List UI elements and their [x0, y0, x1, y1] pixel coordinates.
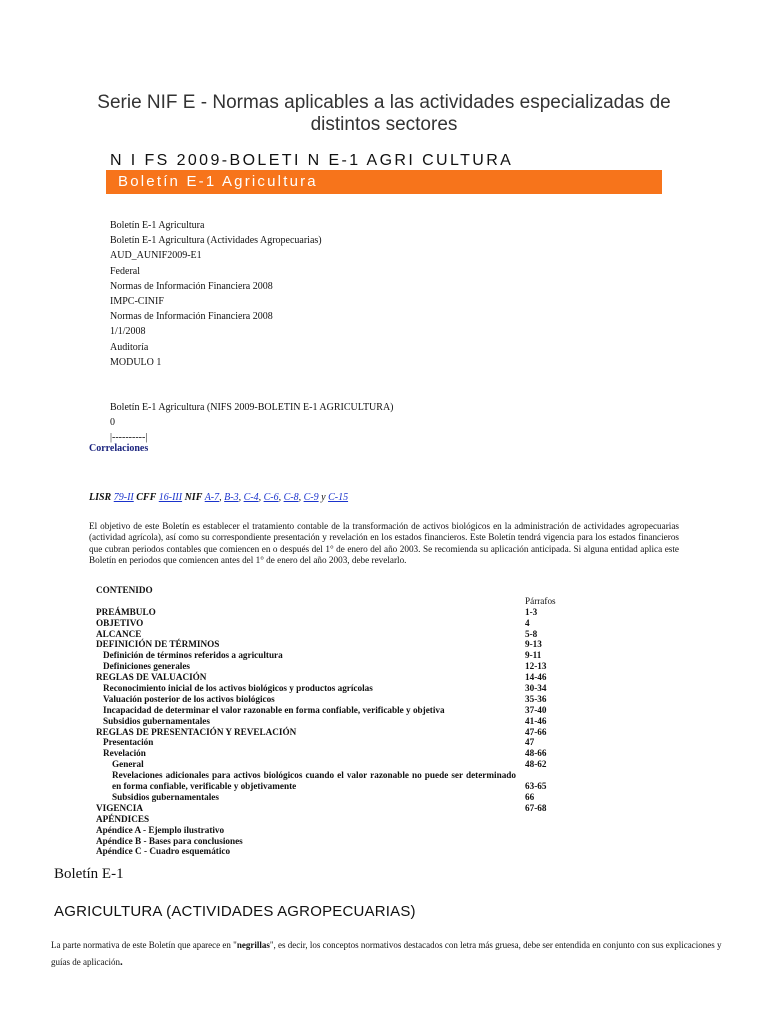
toc-row: [96, 639, 542, 650]
toc-row-paragraphs: 1-3: [525, 606, 538, 617]
toc-row-label: APÉNDICES: [96, 813, 150, 824]
toc-row: [96, 759, 547, 770]
toc-row: [96, 802, 547, 814]
toc-row-paragraphs: 30-34: [525, 683, 547, 694]
toc-row-paragraphs: 9-13: [525, 639, 542, 650]
footer-end: .: [119, 956, 123, 968]
meta-line: MODULO 1: [110, 356, 162, 368]
toc-row-paragraphs: 41-46: [525, 715, 547, 726]
toc-row-label: PREÁMBULO: [96, 606, 156, 617]
nif-link-c9[interactable]: C-9: [303, 492, 319, 503]
toc-row-label: Reconocimiento inicial de los activos biológicos y productos agrícolas: [103, 683, 373, 694]
meta2-line: |----------|: [110, 432, 148, 444]
meta-line: Federal: [110, 265, 140, 277]
heading-agricultura: AGRICULTURA (ACTIVIDADES AGROPECUARIAS): [54, 903, 416, 920]
toc-row-paragraphs: 12-13: [525, 661, 547, 672]
toc-row-paragraphs: 48-66: [525, 748, 547, 759]
nif-link-c4[interactable]: C-4: [243, 492, 259, 503]
metadata-list: [110, 218, 322, 370]
footer-paragraph: [51, 937, 731, 971]
toc-row-label: ALCANCE: [96, 628, 142, 639]
toc-row: [96, 825, 536, 836]
toc-row-label: Valuación posterior de los activos biológicos: [103, 693, 275, 704]
meta-line: Normas de Información Financiera 2008: [110, 311, 273, 323]
toc-row-label: Revelación: [103, 748, 146, 759]
toc-row-label: Subsidios gubernamentales: [112, 791, 219, 802]
toc-row-label: Incapacidad de determinar el valor razonable en forma confiable, verificable y objetiva: [103, 704, 445, 715]
toc-rows: [96, 606, 547, 858]
banner-text: Boletín E-1 Agricultura: [118, 173, 318, 190]
nif-link-b3[interactable]: B-3: [224, 492, 239, 503]
toc-row: [96, 770, 547, 792]
meta2-line: 0: [110, 417, 115, 429]
toc-row: [96, 715, 547, 727]
metadata-list-2: [110, 400, 394, 446]
toc-row-paragraphs: 63-65: [525, 781, 547, 792]
toc-row-paragraphs: 66: [525, 791, 535, 802]
title-line-2: distintos sectores: [310, 114, 458, 135]
meta-line: Normas de Información Financiera 2008: [110, 280, 273, 292]
nif-link-a7[interactable]: A-7: [204, 492, 220, 503]
toc-row: [96, 683, 547, 694]
toc-row-label: DEFINICIÓN DE TÉRMINOS: [96, 639, 220, 650]
toc-row: [96, 836, 536, 847]
toc-row-paragraphs: 35-36: [525, 693, 547, 704]
footer-bold: negrillas: [236, 940, 270, 950]
toc-row: [96, 607, 536, 618]
toc-row-label: REGLAS DE VALUACIÓN: [96, 672, 207, 683]
conjunction: y: [321, 492, 326, 503]
lisr-link[interactable]: 79-II: [113, 492, 134, 503]
objetivo-paragraph: El objetivo de este Boletín es establecer el tratamiento contable de la transformación de activos biológicos en la administración de actividades agropecuarias (actividad agrícola), así como su correspondiente presentación y revelación en los estados financieros. Este Boletín tendrá vigencia para los estados financieros que cubran periodos contables que comiencen en o después del 1° de enero del año 2003. Se recomienda su aplicación anticipada. Si alguna entidad aplica este Boletín en periodos que comiencen antes del 1° de enero del año 2003, debe revelarlo.: [89, 521, 679, 566]
toc-row-label: General: [112, 759, 144, 770]
toc-row: [96, 661, 547, 672]
toc-row-label: Presentación: [103, 737, 154, 748]
nif-link-c6[interactable]: C-6: [263, 492, 279, 503]
toc-row: [96, 814, 536, 825]
meta-line: 1/1/2008: [110, 326, 146, 338]
nif-link-c15[interactable]: C-15: [328, 492, 349, 503]
toc-row-paragraphs: 48-62: [525, 759, 547, 770]
toc-row-paragraphs: 37-40: [525, 704, 547, 715]
toc-row-label: Apéndice B - Bases para conclusiones: [96, 835, 243, 846]
section-subtitle: N I FS 2009-BOLETI N E-1 AGRI CULTURA: [110, 152, 514, 169]
nif-label: NIF: [184, 492, 203, 503]
toc-header-parrafos: [96, 595, 556, 607]
toc-row: [96, 650, 542, 661]
toc-row-paragraphs: 47-66: [525, 726, 547, 737]
section-banner: [106, 170, 662, 194]
meta-line: Boletín E-1 Agricultura: [110, 220, 205, 231]
nif-link-c8[interactable]: C-8: [283, 492, 299, 503]
toc-row-paragraphs: 14-46: [525, 672, 547, 683]
toc-row-paragraphs: 5-8: [525, 628, 538, 639]
toc-row: [96, 726, 547, 738]
table-of-contents: [96, 585, 556, 857]
toc-row-label: REGLAS DE PRESENTACIÓN Y REVELACIÓN: [96, 726, 297, 737]
toc-row: [96, 748, 547, 759]
toc-row-label: VIGENCIA: [96, 802, 143, 813]
meta-line: Boletín E-1 Agricultura (Actividades Agropecuarias): [110, 235, 322, 247]
correlaciones-heading: Correlaciones: [89, 443, 149, 454]
toc-row: [96, 629, 536, 640]
toc-row-label: OBJETIVO: [96, 617, 144, 628]
toc-row-label: Definición de términos referidos a agricultura: [103, 650, 283, 661]
document-title: [0, 92, 768, 136]
toc-row-label: Definiciones generales: [103, 661, 191, 672]
meta-line: Auditoría: [110, 341, 149, 353]
cff-label: CFF: [136, 492, 157, 503]
heading-boletin: Boletín E-1: [54, 866, 124, 882]
toc-parrafos-label: Párrafos: [525, 595, 556, 606]
meta2-line: Boletín E-1 Agricultura (NIFS 2009-BOLETIN E-1 AGRICULTURA): [110, 402, 394, 413]
toc-row-label: Subsidios gubernamentales: [103, 715, 210, 726]
toc-row: [96, 672, 547, 683]
toc-row-label: Revelaciones adicionales para activos biológicos cuando el valor razonable no puede ser determinado en forma confiable, verificable y objetivamente: [112, 770, 516, 792]
toc-row-paragraphs: 9-11: [525, 650, 542, 661]
toc-row: [96, 792, 536, 803]
toc-row-paragraphs: 47: [525, 737, 535, 748]
toc-row-label: Apéndice C - Cuadro esquemático: [96, 846, 231, 857]
toc-contenido-label: CONTENIDO: [96, 585, 153, 595]
toc-row: [96, 846, 536, 857]
footer-text-2: ", es decir, los conceptos normativos destacados con letra más gruesa, debe ser entendida en conjunto con sus explicaciones y guías de aplicación: [51, 940, 722, 967]
toc-row: [96, 704, 547, 716]
toc-row: [96, 693, 547, 705]
cff-link[interactable]: 16-III: [158, 492, 183, 503]
toc-row: [96, 618, 536, 629]
correlaciones-line: LISR 79-II CFF 16-III NIF A-7, B-3, C-4, C-6, C-8, C-9 y C-15: [89, 492, 349, 503]
toc-row-paragraphs: 67-68: [525, 802, 547, 813]
meta-line: AUD_AUNIF2009-E1: [110, 250, 202, 262]
toc-row-paragraphs: 4: [525, 617, 530, 628]
title-line-1: Serie NIF E - Normas aplicables a las actividades especializadas de: [97, 92, 671, 113]
toc-row-label: Apéndice A - Ejemplo ilustrativo: [96, 824, 225, 835]
lisr-label: LISR: [89, 492, 112, 503]
meta-line: IMPC-CINIF: [110, 296, 164, 308]
footer-text-1: La parte normativa de este Boletín que aparece en ": [51, 940, 237, 950]
toc-header-contenido: [96, 585, 536, 596]
toc-row: [96, 737, 536, 748]
